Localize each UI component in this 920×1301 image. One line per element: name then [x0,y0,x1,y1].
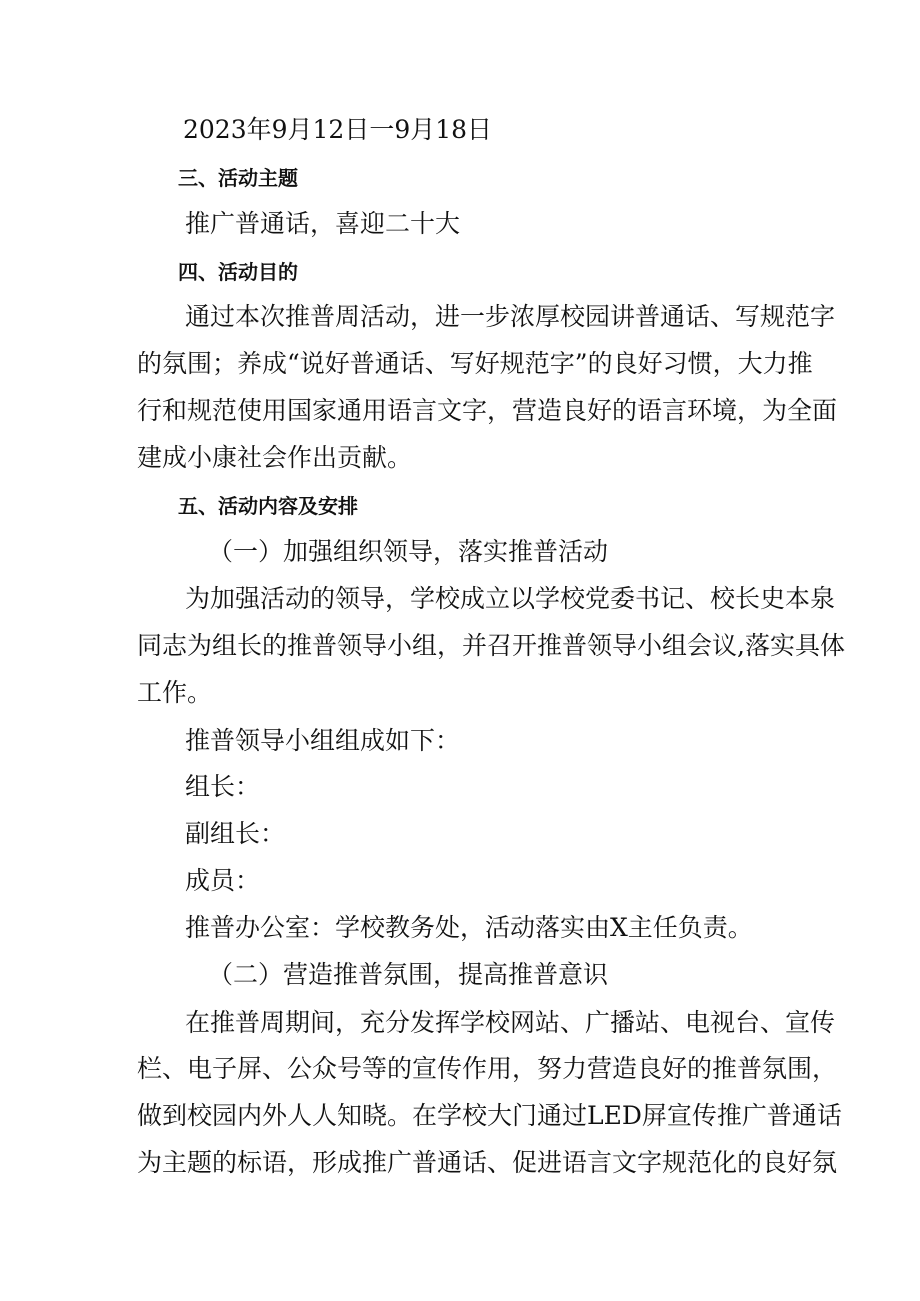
section-4-heading: 四、活动目的 [178,260,298,284]
paragraph-line: 做到校园内外人人知晓。在学校大门通过LED屏宣传推广普通话 [137,1101,842,1130]
paragraph-line: 同志为组长的推普领导小组，并召开推普领导小组会议,落实具体 [137,631,845,660]
section-3-heading: 三、活动主题 [178,166,298,190]
group-deputy-leader: 副组长： [185,819,286,848]
paragraph-line: 行和规范使用国家通用语言文字，营造良好的语言环境，为全面 [137,396,838,425]
activity-theme: 推广普通话，喜迎二十大 [185,209,461,238]
paragraph-line: 工作。 [137,678,213,707]
paragraph-line: 建成小康社会作出贡献。 [137,443,413,472]
paragraph-line: 通过本次推普周活动，进一步浓厚校园讲普通话、写规范字 [185,302,836,331]
date-line: 2023年9月12日一9月18日 [183,115,493,144]
paragraph-line: 的氛围；养成“说好普通话、写好规范字”的良好习惯，大力推 [137,349,813,378]
paragraph-line: 栏、电子屏、公众号等的宣传作用，努力营造良好的推普氛围， [137,1054,838,1083]
group-leader: 组长： [185,772,261,801]
subsection-2-heading: （二）营造推普氛围，提高推普意识 [208,960,609,989]
paragraph-line: 为主题的标语，形成推广普通话、促进语言文字规范化的良好氛 [137,1148,838,1177]
office-line: 推普办公室：学校教务处，活动落实由X主任负责。 [185,913,753,942]
group-members: 成员： [185,866,261,895]
paragraph-line: 为加强活动的领导，学校成立以学校党委书记、校长史本泉 [185,584,836,613]
section-5-heading: 五、活动内容及安排 [178,494,358,518]
group-intro: 推普领导小组组成如下： [185,726,461,755]
paragraph-line: 在推普周期间，充分发挥学校网站、广播站、电视台、宣传 [185,1008,836,1037]
subsection-1-heading: （一）加强组织领导，落实推普活动 [208,537,609,566]
